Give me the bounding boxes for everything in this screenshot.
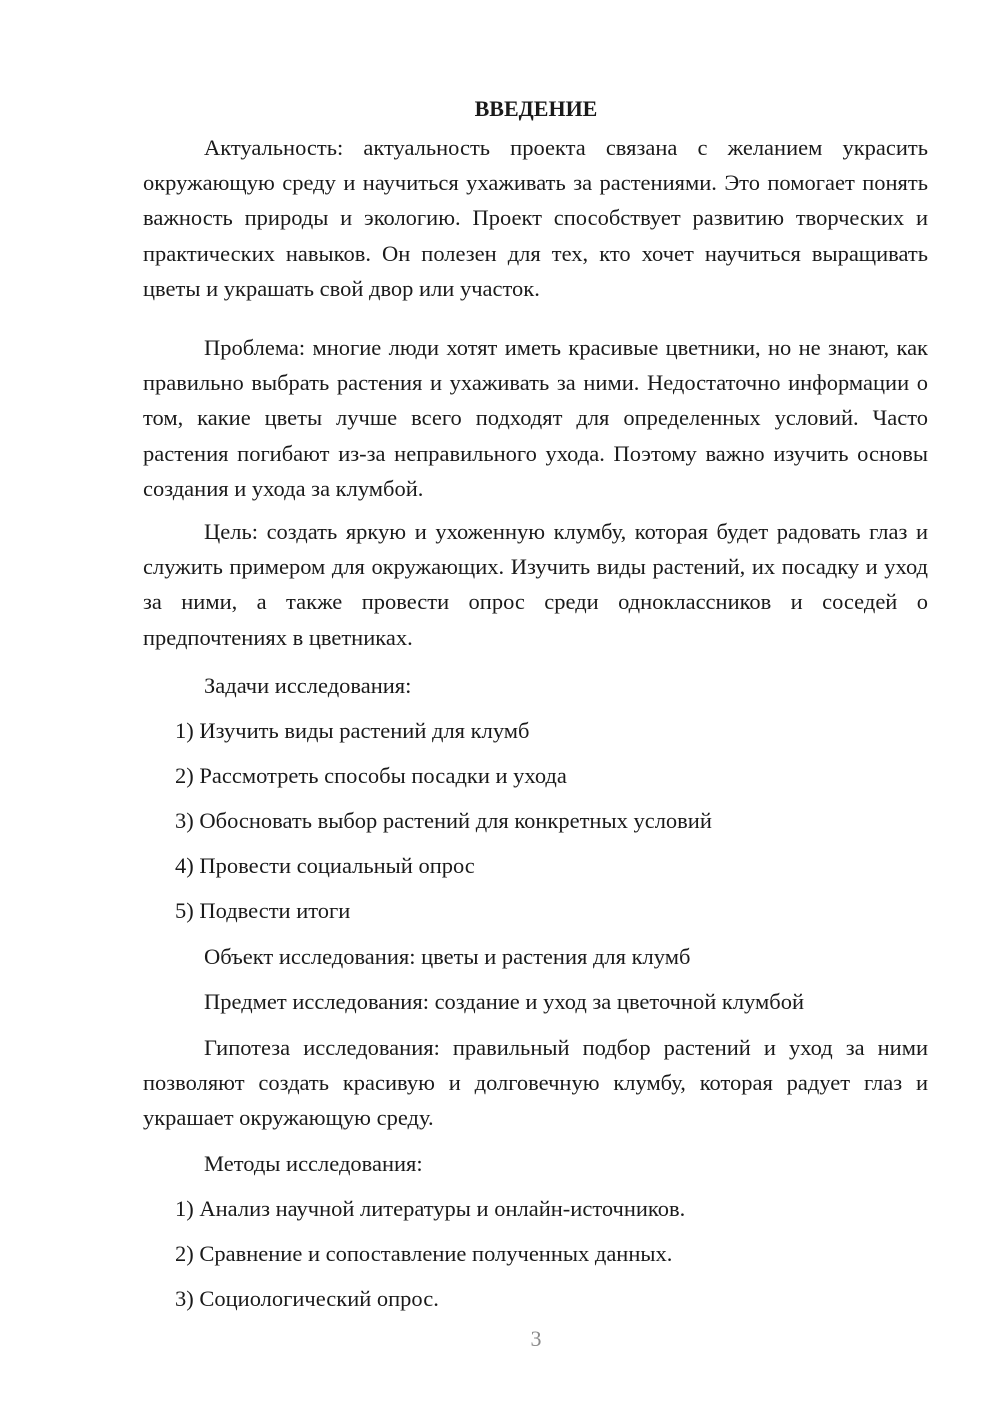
task-item: 5) Подвести итоги	[175, 898, 351, 923]
method-item: 2) Сравнение и сопоставление полученных данных.	[175, 1241, 673, 1266]
research-object: Объект исследования: цветы и растения для клумб	[204, 944, 691, 969]
methods-heading: Методы исследования:	[204, 1151, 423, 1176]
page-number: 3	[530, 1326, 542, 1351]
paragraph-goal: Цель: создать яркую и ухоженную клумбу, которая будет радовать глаз и служить примером для окружающих. Изучить виды растений, их посадку и уход за ними, а также провести опрос среди одноклассников и соседей о предпочтениях в цветниках.	[143, 519, 928, 650]
method-item: 1) Анализ научной литературы и онлайн-источников.	[175, 1196, 686, 1221]
task-item: 1) Изучить виды растений для клумб	[175, 718, 530, 743]
tasks-heading: Задачи исследования:	[204, 673, 412, 698]
task-item: 4) Провести социальный опрос	[175, 853, 475, 878]
task-item: 3) Обосновать выбор растений для конкретных условий	[175, 808, 712, 833]
section-title: ВВЕДЕНИЕ	[474, 96, 598, 121]
paragraph-hypothesis: Гипотеза исследования: правильный подбор растений и уход за ними позволяют создать красивую и долговечную клумбу, которая радует глаз и украшает окружающую среду.	[143, 1035, 928, 1131]
task-item: 2) Рассмотреть способы посадки и ухода	[175, 763, 567, 788]
method-item: 3) Социологический опрос.	[175, 1286, 439, 1311]
paragraph-relevance: Актуальность: актуальность проекта связана с желанием украсить окружающую среду и научиться ухаживать за растениями. Это помогает понять важность природы и экологию. Проект способствует развитию творческих и практических навыков. Он полезен для тех, кто хочет научиться выращивать цветы и украшать свой двор или участок.	[143, 135, 928, 301]
paragraph-problem: Проблема: многие люди хотят иметь красивые цветники, но не знают, как правильно выбрать растения и ухаживать за ними. Недостаточно информации о том, какие цветы лучше всего подходят для определенных условий. Часто растения погибают из-за неправильного ухода. Поэтому важно изучить основы создания и ухода за клумбой.	[143, 335, 928, 501]
research-subject: Предмет исследования: создание и уход за цветочной клумбой	[204, 989, 804, 1014]
